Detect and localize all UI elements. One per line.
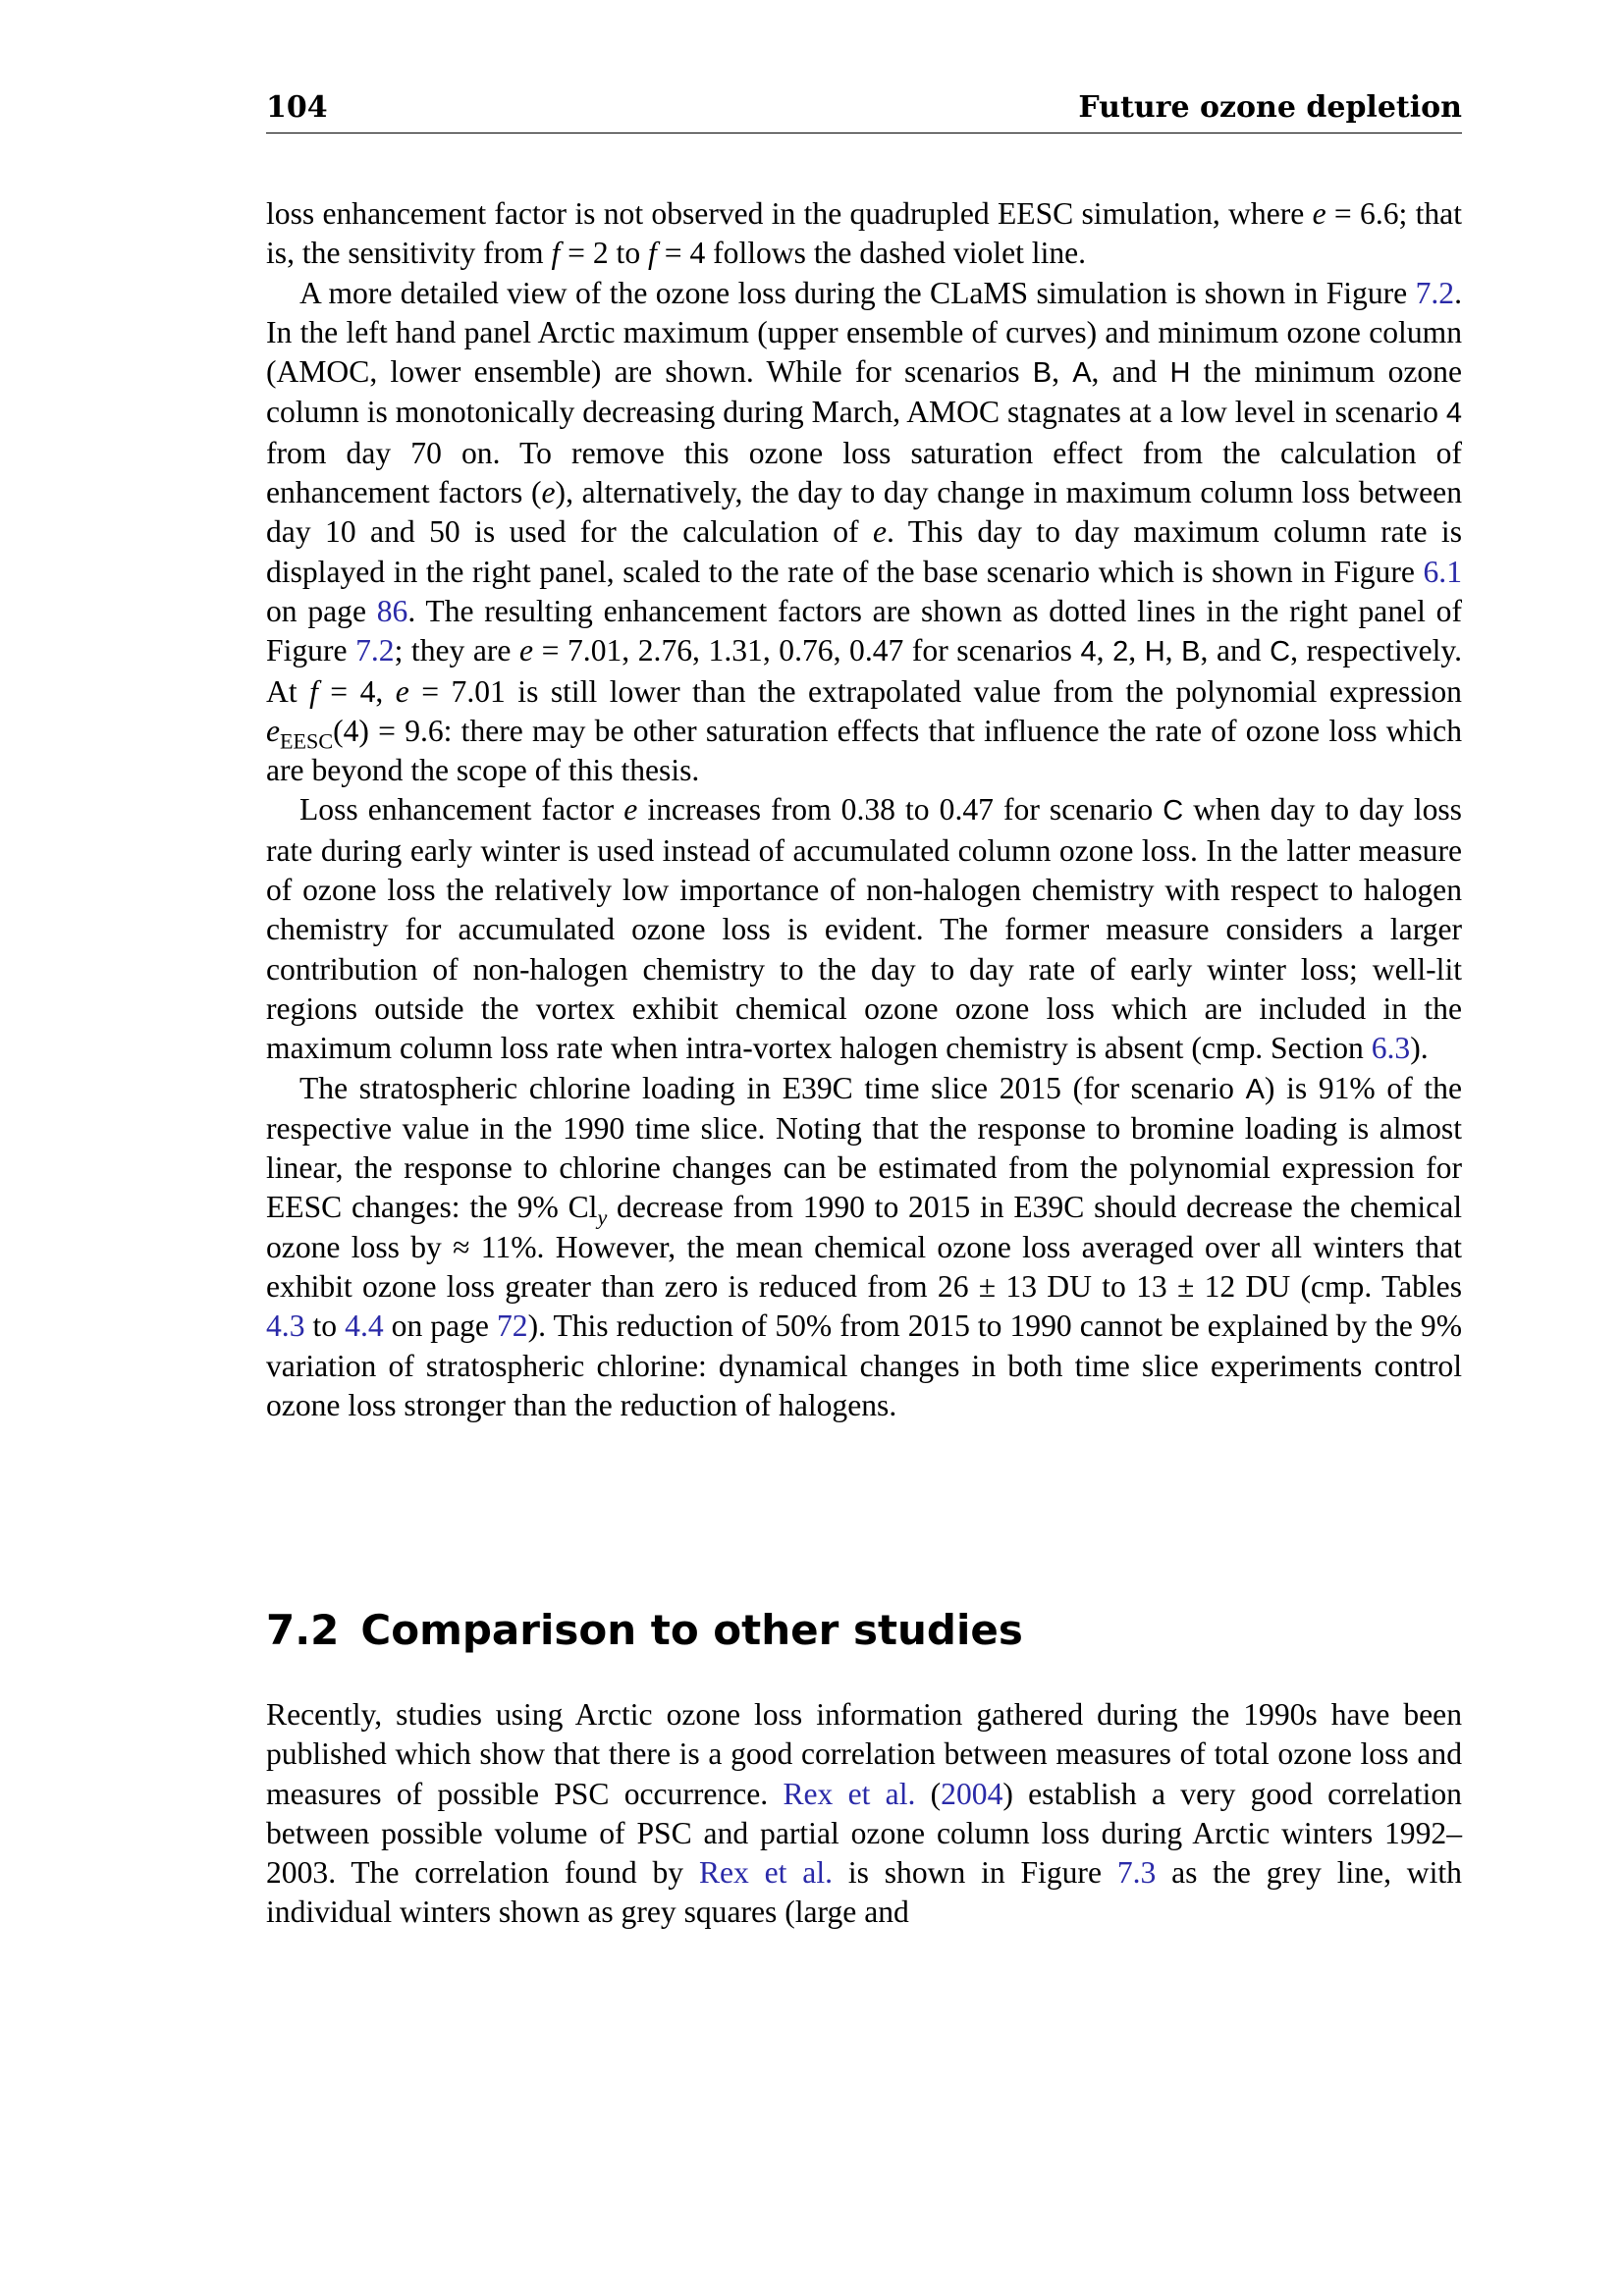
scenario-label: A (1245, 1073, 1265, 1105)
main-text (266, 194, 1462, 1425)
scenario-label: 2 (1112, 636, 1129, 668)
section-text (266, 1695, 1462, 1933)
citation-year-link[interactable]: 2004 (941, 1776, 1003, 1811)
scenario-label: 4 (1080, 636, 1097, 668)
page-link[interactable]: 86 (376, 593, 408, 628)
section-title: Comparison to other studies (360, 1606, 1023, 1654)
figure-link[interactable]: 7.2 (1415, 275, 1455, 310)
page-link[interactable]: 72 (496, 1308, 528, 1344)
figure-link[interactable]: 7.3 (1116, 1855, 1157, 1891)
table-link[interactable]: 4.4 (345, 1308, 384, 1344)
section-number: 7.2 (266, 1606, 340, 1654)
scenario-label: C (1163, 795, 1184, 828)
citation-link[interactable]: Rex et al. (698, 1855, 833, 1891)
scenario-label: C (1270, 636, 1291, 668)
scenario-label: 4 (1445, 398, 1462, 430)
paragraph: Recently, studies using Arctic ozone loss information gathered during the 1990s have been published which show that there is a good correlation between measures of total ozone loss and measures of possible PSC occurrence. Rex et al. (2004) establish a very good correlation between possible volume of PSC and partial ozone column loss during Arctic winters 1992–2003. The correlation found by Rex et al. is shown in Figure 7.3 as the grey line, with individual winters shown as grey squares (large and (266, 1697, 1462, 1930)
scenario-label: A (1072, 357, 1092, 390)
paragraph: Loss enhancement factor e increases from 0.38 to 0.47 for scenario C when day to day loss rate during early winter is used instead of accumulated column ozone loss. In the latter measure of ozone loss the relatively low importance of non-halogen chemistry with respect to halogen chemistry for accumulated ozone loss is evident. The former measure considers a larger contribution of non-halogen chemistry to the day to day rate of early winter loss; well-lit regions outside the vortex exhibit chemical ozone ozone loss which are included in the maximum column loss rate when intra-vortex halogen chemistry is absent (cmp. Section 6.3). (266, 792, 1462, 1066)
section-heading (266, 1606, 1462, 1654)
paragraph: The stratospheric chlorine loading in E39C time slice 2015 (for scenario A) is 91% of the respective value in the 1990 time slice. Noting that the response to bromine loading is almost linear, the response to chlorine changes can be estimated from the polynomial expression for EESC changes: the 9% $Cl_y$ decrease from 1990 to 2015 in E39C should decrease the chemical ozone loss by ≈ 11%. However, the mean chemical ozone loss averaged over all winters that exhibit ozone loss greater than zero is reduced from 26 ± 13 DU to 13 ± 12 DU (cmp. Tables 4.3 to 4.4 on page 72). This reduction of 50% from 2015 to 1990 cannot be explained by the 9% variation of stratospheric chlorine: dynamical changes in both time slice experiments control ozone loss stronger than the reduction of halogens. (266, 1070, 1463, 1422)
scenario-label: B (1181, 636, 1201, 668)
section-link[interactable]: 6.3 (1371, 1031, 1411, 1066)
running-header (266, 90, 1462, 133)
scenario-label: H (1144, 636, 1165, 668)
paragraph: A more detailed view of the ozone loss during the CLaMS simulation is shown in Figure 7.2. In the left hand panel Arctic maximum (upper ensemble of curves) and minimum ozone column (AMOC, lower ensemble) are shown. While for scenarios B, A, and H the minimum ozone column is monotonically decreasing during March, AMOC stagnates at a low level in scenario 4 from day 70 on. To remove this ozone loss saturation effect from the calculation of enhancement factors (e), alternatively, the day to day change in maximum column loss between day 10 and 50 is used for the calculation of e. This day to day maximum column rate is displayed in the right panel, scaled to the rate of the base scenario which is shown in Figure 6.1 on page 86. The resulting enhancement factors are shown as dotted lines in the right panel of Figure 7.2; they are e = 7.01, 2.76, 1.31, 0.76, 0.47 for scenarios 4, 2, H, B, and C, respectively. At f = 4, e = 7.01 is still lower than the extrapolated value from the polynomial expression $e_{EESC}(4) = 9.6$: there may be other saturation effects that influence the rate of ozone loss which are beyond the scope of this thesis. (266, 275, 1463, 788)
citation-link[interactable]: Rex et al. (783, 1776, 916, 1811)
scenario-label: B (1032, 357, 1053, 390)
running-title: Future ozone depletion (1078, 90, 1462, 125)
table-link[interactable]: 4.3 (266, 1308, 305, 1344)
figure-link[interactable]: 6.1 (1423, 554, 1462, 589)
paragraph: loss enhancement factor is not observed in the quadrupled EESC simulation, where e = 6.6; that is, the sensitivity from f = 2 to f = 4 follows the dashed violet line. (266, 196, 1462, 271)
scenario-label: H (1169, 357, 1191, 390)
page-number: 104 (266, 90, 328, 125)
figure-link[interactable]: 7.2 (355, 633, 395, 668)
